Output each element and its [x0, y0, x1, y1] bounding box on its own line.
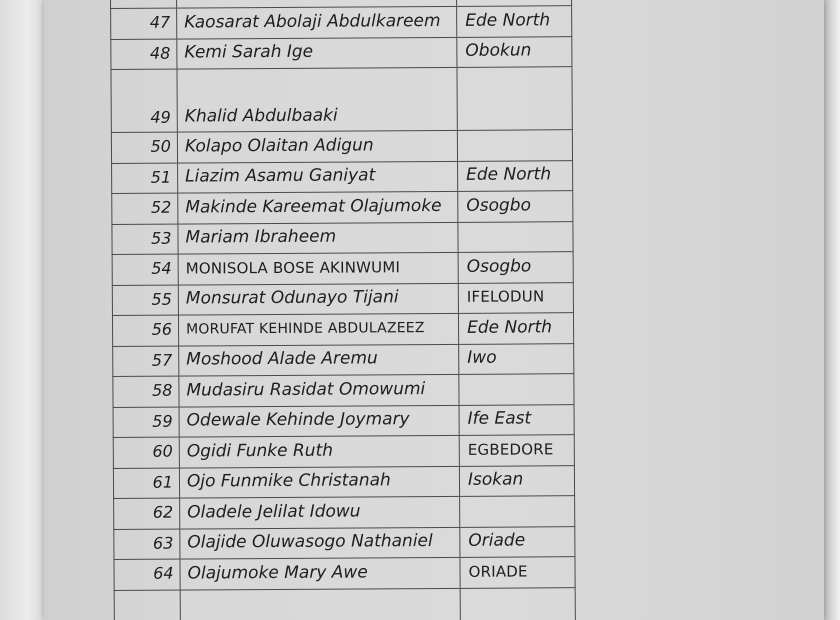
- row-name: Mudasiru Rasidat Omowumi: [179, 375, 459, 406]
- row-number: 50: [112, 133, 178, 163]
- register-table: [110, 0, 576, 620]
- row-number: 48: [111, 39, 177, 69]
- row-name: Khalid Abdulbaaki: [177, 68, 457, 132]
- table-row: [113, 557, 575, 590]
- row-lga: [457, 67, 571, 130]
- row-number: 54: [113, 255, 179, 285]
- table-row: [111, 161, 573, 194]
- row-number: 51: [112, 163, 178, 193]
- row-name: Mariam Ibraheem: [178, 222, 458, 253]
- row-name: MONISOLA BOSE AKINWUMI: [179, 253, 459, 284]
- row-lga: Osogbo: [466, 256, 532, 277]
- row-lga: Isokan: [467, 469, 524, 491]
- table-row: [110, 37, 572, 70]
- row-number: 47: [111, 9, 177, 39]
- row-name: Liazim Asamu Ganiyat: [178, 161, 458, 192]
- table-row: [110, 67, 572, 133]
- row-number: 55: [113, 285, 179, 315]
- row-name: Moshood Alade Aremu: [179, 344, 459, 375]
- table-row: [112, 344, 574, 377]
- row-number: 53: [112, 224, 178, 254]
- row-lga: [459, 374, 573, 404]
- table-row: [112, 252, 574, 285]
- row-name: Kolapo Olaitan Adigun: [178, 131, 458, 162]
- table-row: [112, 283, 574, 316]
- table-row: [111, 191, 573, 224]
- row-lga: IFELODUN: [466, 287, 545, 307]
- row-name: Monsurat Odunayo Tijani: [179, 283, 459, 314]
- table-row: [110, 6, 572, 39]
- row-number: 63: [114, 529, 180, 559]
- row-name: Kemi Sarah Ige: [177, 37, 457, 68]
- row-lga: Oriade: [468, 530, 526, 552]
- row-lga: Ede North: [466, 317, 553, 338]
- row-name: Odewale Kehinde Joymary: [180, 405, 460, 436]
- row-number: 61: [114, 468, 180, 498]
- row-number: 59: [114, 407, 180, 437]
- table-row: [111, 130, 573, 163]
- row-lga: ORIADE: [468, 562, 528, 581]
- row-lga: Ife East: [467, 408, 532, 430]
- row-lga: [460, 496, 574, 526]
- row-name: Makinde Kareemat Olajumoke: [178, 192, 458, 223]
- row-name: Oladele Jelilat Idowu: [180, 497, 460, 528]
- row-lga: Iwo: [467, 347, 497, 369]
- row-number: 56: [113, 316, 179, 346]
- row-lga: [458, 130, 572, 160]
- row-lga: Obokun: [465, 40, 532, 62]
- row-name: MORUFAT KEHINDE ABDULAZEEZ: [179, 314, 459, 345]
- row-lga: Ede North: [466, 164, 552, 186]
- table-row: [112, 374, 574, 407]
- table-row: [113, 466, 575, 499]
- table-row-empty: [114, 588, 576, 620]
- document-page: [44, 0, 824, 620]
- page-edge: [824, 0, 840, 620]
- row-number: 58: [113, 377, 179, 407]
- table-row: [111, 222, 573, 255]
- table-row: [113, 405, 575, 438]
- table-row: [113, 496, 575, 529]
- row-lga: EGBEDORE: [467, 440, 554, 459]
- row-number: 52: [112, 194, 178, 224]
- row-name: Olajide Oluwasogo Nathaniel: [180, 527, 460, 558]
- row-name: Olajumoke Mary Awe: [180, 558, 460, 589]
- table-row: [112, 313, 574, 346]
- row-name: Ojo Funmike Christanah: [180, 466, 460, 497]
- row-name: Ogidi Funke Ruth: [180, 436, 460, 467]
- row-name: Kaosarat Abolaji Abdulkareem: [177, 7, 457, 38]
- row-lga: Osogbo: [466, 195, 531, 216]
- row-number: 64: [114, 560, 180, 590]
- row-number: 57: [113, 346, 179, 376]
- table-row: [113, 527, 575, 560]
- row-number: 49: [111, 70, 177, 132]
- row-number: 60: [114, 438, 180, 468]
- row-lga: [458, 222, 572, 252]
- row-lga: Ede North: [465, 10, 551, 31]
- table-row: [113, 435, 575, 468]
- row-number: 62: [114, 499, 180, 529]
